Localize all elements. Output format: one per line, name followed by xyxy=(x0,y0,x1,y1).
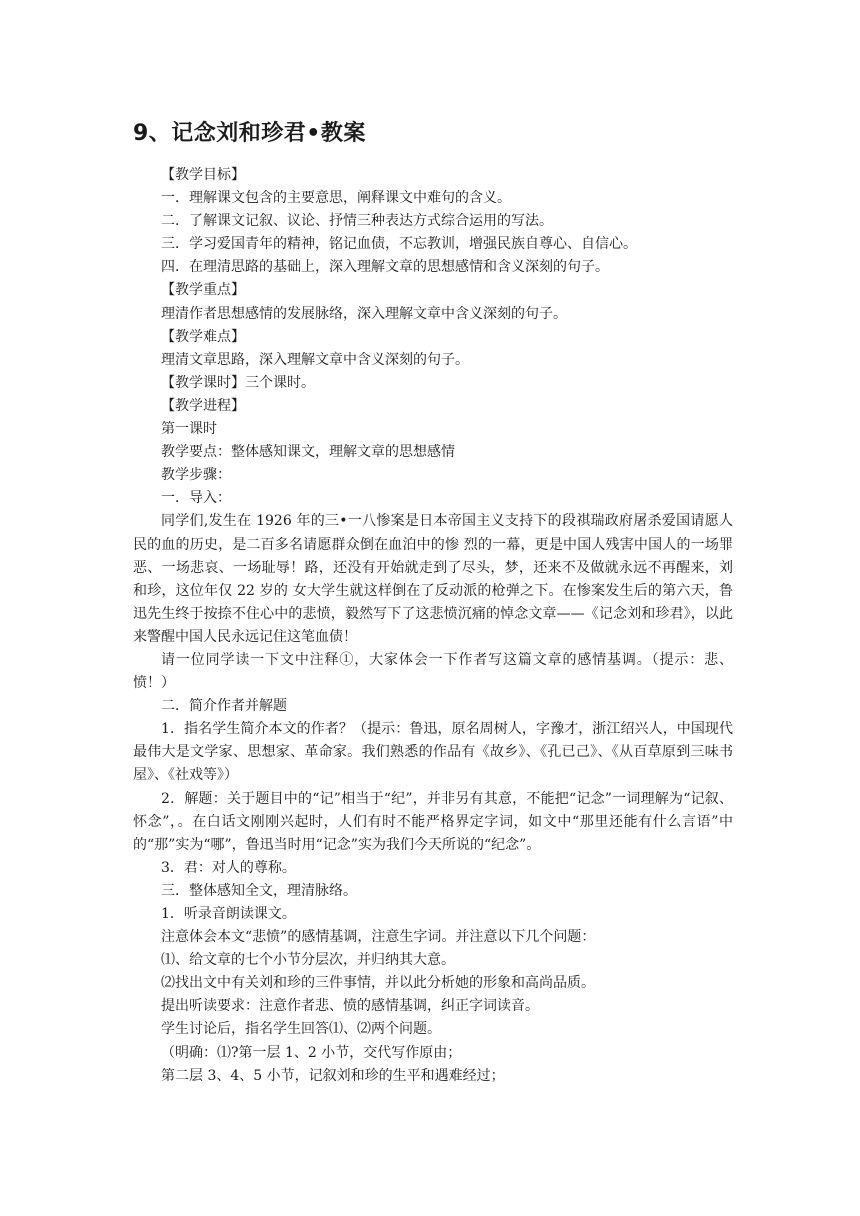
listening-requirements: 提出听读要求：注意作者悲、愤的感情基调，纠正字词读音。 xyxy=(161,998,539,1015)
heading-difficulties: 【教学难点】 xyxy=(161,328,245,345)
title-explain-paragraph: 2．解题：关于题目中的“记”相当于“纪”，并非另有其意，不能把“记念”一词理解为“记叙、怀念”，。在白话文刚刚兴起时，人们有时不能严格界定字词，如文中“那里还能有什么言语”中的“那”实为“哪”，鲁迅当时用“记念”实为我们今天所说的“纪念”。 xyxy=(133,790,733,853)
question-2: ⑵找出文中有关刘和珍的三件事情，并以此分析她的形象和高尚品质。 xyxy=(161,975,595,992)
heading-teaching-goals: 【教学目标】 xyxy=(161,167,245,183)
jun-meaning: 3．君：对人的尊称。 xyxy=(161,859,296,876)
clarify-layer-1: （明确：⑴?第一层 1、2 小节，交代写作原由； xyxy=(161,1044,462,1061)
author-paragraph: 1．指名学生简介本文的作者？（提示：鲁迅，原名周树人，字豫才，浙江绍兴人，中国现代最伟大是文学家、思想家、革命家。我们熟悉的作品有《故乡》、《孔已己》、《从百草原到三味书屋》、《社戏等》） xyxy=(133,721,733,784)
first-lesson: 第一课时 xyxy=(161,421,217,438)
difficulties-text: 理清文章思路，深入理解文章中含义深刻的句子。 xyxy=(161,351,469,368)
goal-1: 一．理解课文包含的主要意思，阐释课文中难句的含义。 xyxy=(161,190,511,207)
document-body xyxy=(133,164,733,1088)
section-overview-heading: 三．整体感知全文，理清脉络。 xyxy=(161,882,357,899)
teaching-steps: 教学步骤： xyxy=(161,467,231,484)
goal-2: 二．了解课文记叙、议论、抒情三种表达方式综合运用的写法。 xyxy=(161,213,553,230)
question-1: ⑴、给文章的七个小节分层次，并归纳其大意。 xyxy=(161,952,455,969)
goal-4: 四．在理清思路的基础上，深入理解文章的思想感情和含义深刻的句子。 xyxy=(161,259,609,276)
document-title: 9、记念刘和珍君•教案 xyxy=(133,121,366,146)
key-points-text: 理清作者思想感情的发展脉络，深入理解文章中含义深刻的句子。 xyxy=(161,305,567,322)
class-hours: 【教学课时】三个课时。 xyxy=(161,374,315,391)
goal-3: 三．学习爱国青年的精神，铭记血债，不忘教训，增强民族自尊心、自信心。 xyxy=(161,236,637,253)
listen-recording: 1．听录音朗读课文。 xyxy=(161,906,296,922)
section-intro-heading: 一．导入： xyxy=(161,490,231,507)
heading-process: 【教学进程】 xyxy=(161,397,245,414)
ask-paragraph: 请一位同学读一下文中注释①，大家体会一下作者写这篇文章的感情基调。（提示：悲、愤！） xyxy=(133,651,733,692)
clarify-layer-2: 第二层 3、4、5 小节，记叙刘和珍的生平和遇难经过； xyxy=(161,1067,505,1084)
notice-text: 注意体会本文“悲愤”的感情基调，注意生字词。并注意以下几个问题： xyxy=(161,929,596,946)
student-discussion: 学生讨论后，指名学生回答⑴、⑵两个问题。 xyxy=(161,1021,441,1038)
section-author-heading: 二．简介作者并解题 xyxy=(161,698,287,715)
intro-paragraph: 同学们,发生在 1926 年的三•一八惨案是日本帝国主义支持下的段祺瑞政府屠杀爱国请愿人民的血的历史，是二百多名请愿群众倒在血泊中的惨 烈的一幕，更是中国人残害中国人的一场罪恶、一场悲哀、一场耻辱！路，还没有开始就走到了尽头，梦，还来不及做就永远不再醒来，刘和珍，这位年仅 22 岁的 女大学生就这样倒在了反动派的枪弹之下。在惨案发生后的第六天，鲁迅先生终于按捺不住心中的悲愤，毅然写下了这悲愤沉痛的悼念文章——《记念刘和珍君》，以此来警醒中国人民永远记住这笔血债！ xyxy=(133,513,733,645)
lesson-points: 教学要点：整体感知课文，理解文章的思想感情 xyxy=(161,444,455,461)
heading-key-points: 【教学重点】 xyxy=(161,282,245,299)
